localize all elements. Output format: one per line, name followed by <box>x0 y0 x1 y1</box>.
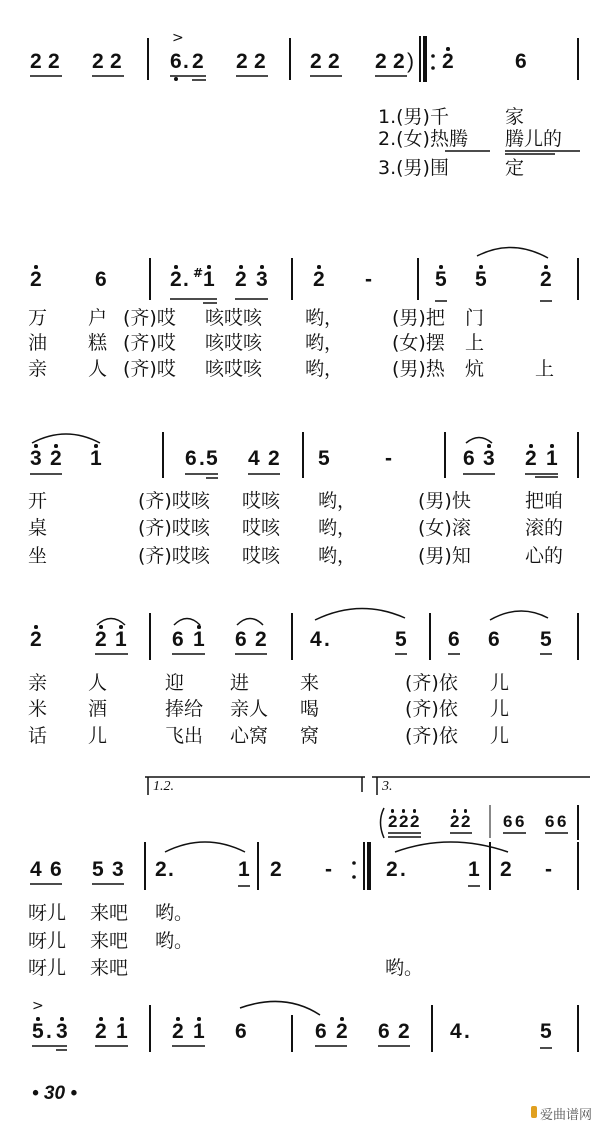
lyric: 儿 <box>490 672 510 694</box>
watermark: 爱曲谱网 <box>540 1108 593 1123</box>
note: 1 <box>468 858 480 881</box>
note: 6 <box>503 812 513 831</box>
note: 2 <box>388 812 398 831</box>
lyric: 哟， <box>318 490 357 512</box>
lyric: 进 <box>230 672 250 694</box>
lyric: (男)知 <box>418 545 471 567</box>
lyric: 来吧 <box>90 957 129 979</box>
lyric: (齐)依 <box>405 672 458 694</box>
note: 2 <box>95 1020 107 1043</box>
lyric: 咳哎咳 <box>205 307 263 329</box>
lyric: 炕 <box>465 358 485 380</box>
note: 1 <box>193 628 205 651</box>
lyric: 上 <box>465 332 485 354</box>
note: 4 <box>248 447 260 470</box>
lyric: 哎咳 <box>242 545 281 567</box>
lyric: (齐)依 <box>405 698 458 720</box>
note: 2 <box>48 50 60 73</box>
lyric: 3.(男)围 <box>378 157 449 179</box>
note: 2 <box>310 50 322 73</box>
lyric: (男)快 <box>418 490 471 512</box>
lyric: (齐)哎咳 <box>138 545 210 567</box>
lyric: 来吧 <box>90 902 129 924</box>
note: 2 <box>95 628 107 651</box>
note: 5 <box>206 447 218 470</box>
lyric: 坐 <box>28 545 48 567</box>
note: 2 <box>235 268 247 291</box>
note: 2 <box>172 1020 184 1043</box>
lyric: 哟。 <box>385 957 424 979</box>
lyric: (齐)哎咳 <box>138 517 210 539</box>
watermark-logo-icon <box>531 1106 537 1118</box>
lyric: (齐)哎 <box>123 307 176 329</box>
lyric: 咳哎咳 <box>205 332 263 354</box>
note: 2 <box>50 447 62 470</box>
note: 2 <box>525 447 537 470</box>
lyric: (齐)哎 <box>123 358 176 380</box>
note: 6 <box>515 812 525 831</box>
barlines <box>145 36 578 1052</box>
note: 6 <box>488 628 500 651</box>
lyric: 户 <box>88 307 108 329</box>
volta-brackets <box>145 777 590 795</box>
lyric: (女)滚 <box>418 517 471 539</box>
lyric: 门 <box>465 307 485 329</box>
lyric: 油 <box>28 332 48 354</box>
note: 2 <box>410 812 420 831</box>
lyric: 窝 <box>300 725 320 747</box>
note: 2 <box>192 50 204 73</box>
note: 1 <box>90 447 102 470</box>
lyric: 儿 <box>490 725 510 747</box>
lyric: 飞出 <box>165 725 204 747</box>
note: 2 <box>386 858 398 881</box>
paren: ) <box>407 50 414 73</box>
dot: . <box>168 858 174 881</box>
lyric: 迎 <box>165 672 185 694</box>
dot: . <box>183 268 189 291</box>
note: 1 <box>546 447 558 470</box>
note: 2 <box>313 268 325 291</box>
lyric: 酒 <box>88 698 108 720</box>
lyric: 儿 <box>88 725 108 747</box>
lyric: 腾儿的 <box>505 128 563 150</box>
lyric: (齐)哎 <box>123 332 176 354</box>
dash: - <box>545 858 552 881</box>
note: 2 <box>155 858 167 881</box>
lyric: 家 <box>505 106 525 128</box>
note: 6 <box>315 1020 327 1043</box>
note: 2 <box>399 812 409 831</box>
note: 2 <box>270 858 282 881</box>
note: 2 <box>170 268 182 291</box>
note: 5 <box>435 268 447 291</box>
note: 6 <box>557 812 567 831</box>
lyric: 1.(男)千 <box>378 106 449 128</box>
lyric: (齐)依 <box>405 725 458 747</box>
note: 3 <box>56 1020 68 1043</box>
dot: . <box>183 50 189 73</box>
lyric: 万 <box>28 307 48 329</box>
lyric: 哟。 <box>155 930 194 952</box>
note: 1 <box>203 268 215 291</box>
note: 2 <box>92 50 104 73</box>
dash: - <box>365 268 372 291</box>
note: 2 <box>336 1020 348 1043</box>
dot: . <box>464 1020 470 1043</box>
note: 2 <box>30 628 42 651</box>
note: 2 <box>255 628 267 651</box>
note: 1 <box>115 628 127 651</box>
lyric: 哟， <box>305 307 344 329</box>
lyric: 呀儿 <box>28 957 67 979</box>
note: 5 <box>475 268 487 291</box>
lyric: 亲人 <box>230 698 269 720</box>
lyric: 哎咳 <box>242 517 281 539</box>
lyric: (男)热 <box>392 358 445 380</box>
note: 2 <box>30 50 42 73</box>
note: 6 <box>448 628 460 651</box>
dot: . <box>46 1020 52 1043</box>
lyric: 话 <box>28 725 48 747</box>
lyric: 哟， <box>305 358 344 380</box>
note: 2 <box>450 812 460 831</box>
note: 2 <box>254 50 266 73</box>
note: 6 <box>50 858 62 881</box>
lyric: 捧给 <box>165 698 204 720</box>
lyric: 来 <box>300 672 320 694</box>
lyric: 人 <box>88 358 108 380</box>
note: 2 <box>540 268 552 291</box>
volta-label-3: 3. <box>382 779 393 794</box>
lyric: 2.(女)热腾 <box>378 128 468 150</box>
dot: . <box>199 447 205 470</box>
note: 6 <box>515 50 527 73</box>
dash: - <box>385 447 392 470</box>
note: 2 <box>393 50 405 73</box>
lyric: 开 <box>28 490 48 512</box>
dot: . <box>400 858 406 881</box>
note: 3 <box>112 858 124 881</box>
lyric: 人 <box>88 672 108 694</box>
note: 5 <box>540 628 552 651</box>
note: 2 <box>375 50 387 73</box>
note: 4 <box>310 628 322 651</box>
note: 3 <box>256 268 268 291</box>
note: 2 <box>30 268 42 291</box>
note: 6 <box>463 447 475 470</box>
lyric: 哎咳 <box>242 490 281 512</box>
note: 5 <box>395 628 407 651</box>
accent-mark: > <box>32 998 44 1014</box>
note: 2 <box>461 812 471 831</box>
lyric: (男)把 <box>392 307 445 329</box>
note: 6 <box>378 1020 390 1043</box>
lyric: 滚的 <box>525 517 564 539</box>
note: 4 <box>450 1020 462 1043</box>
volta-label-1-2: 1.2. <box>153 779 174 794</box>
page-number: • 30 • <box>32 1083 77 1104</box>
lyric: 心的 <box>525 545 564 567</box>
note: 6 <box>235 1020 247 1043</box>
note: 2 <box>328 50 340 73</box>
note: 6 <box>172 628 184 651</box>
lyric: 来吧 <box>90 930 129 952</box>
lyric: 米 <box>28 698 48 720</box>
note: 6 <box>95 268 107 291</box>
lyric: 上 <box>535 358 555 380</box>
lyric: 亲 <box>28 358 48 380</box>
note: 5 <box>318 447 330 470</box>
lyric: 桌 <box>28 517 48 539</box>
note: 2 <box>398 1020 410 1043</box>
note: 2 <box>442 50 454 73</box>
note: 1 <box>193 1020 205 1043</box>
note: 2 <box>110 50 122 73</box>
lyric: 咳哎咳 <box>205 358 263 380</box>
note: 2 <box>500 858 512 881</box>
lyric: 呀儿 <box>28 902 67 924</box>
lyric: 喝 <box>300 698 320 720</box>
lyric: 儿 <box>490 698 510 720</box>
lyric: 定 <box>505 157 525 179</box>
lyric: 哟， <box>318 545 357 567</box>
note: 2 <box>236 50 248 73</box>
lyric: (女)摆 <box>392 332 445 354</box>
note: 3 <box>30 447 42 470</box>
note: 6 <box>235 628 247 651</box>
note: 3 <box>483 447 495 470</box>
lyric: (齐)哎咳 <box>138 490 210 512</box>
sharp-sign: # <box>193 266 204 280</box>
note: 2 <box>268 447 280 470</box>
lyric: 亲 <box>28 672 48 694</box>
note: 5 <box>540 1020 552 1043</box>
note: 6 <box>545 812 555 831</box>
lyric: 哟。 <box>155 902 194 924</box>
lyric: 糕 <box>88 332 108 354</box>
accent-mark: > <box>172 30 184 46</box>
lyric: 把咱 <box>525 490 564 512</box>
note: 6 <box>185 447 197 470</box>
note: 1 <box>238 858 250 881</box>
note: 5 <box>92 858 104 881</box>
note: 6 <box>170 50 182 73</box>
lyric: 呀儿 <box>28 930 67 952</box>
dot: . <box>324 628 330 651</box>
note: 4 <box>30 858 42 881</box>
lyric: 哟， <box>305 332 344 354</box>
lyric: 哟， <box>318 517 357 539</box>
dash: - <box>325 858 332 881</box>
lyric: 心窝 <box>230 725 269 747</box>
note: 1 <box>116 1020 128 1043</box>
note: 5 <box>32 1020 44 1043</box>
